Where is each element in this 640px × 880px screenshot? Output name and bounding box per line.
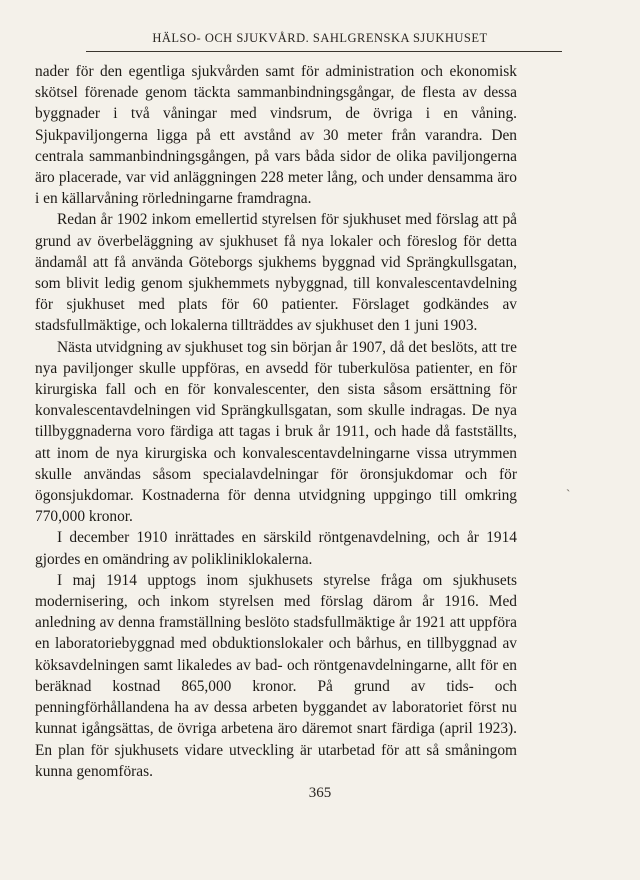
paragraph-1907-expansion: Nästa utvidgning av sjukhuset tog sin början år 1907, då det beslöts, att tre nya paviljonger skulle uppföras, en avsedd för tuberkulösa patienter, en för kirurgiska fall och en för konvalescenter, den sista såsom ersättning för konvalescentavdelningen vid Sprängkullsgatan, som skulle indragas. De nya tillbyggnaderna voro färdiga att tagas i bruk år 1911, och hade då fastställts, att inom de nya kirurgiska och konvalescentavdelningarne vissa utrymmen skulle användas såsom specialavdelningar för öronsjukdomar och för ögonsjukdomar. Kostnaderna för denna utvidgning uppgingo till omkring 770,000 kronor.: [35, 338, 517, 526]
paragraph-1910-xray: I december 1910 inrättades en särskild röntgenavdelning, och år 1914 gjordes en omändring av polikliniklokalerna.: [35, 529, 517, 568]
paragraph-1914-modernisation: I maj 1914 upptogs inom sjukhusets styrelse fråga om sjukhusets modernisering, och inkom styrelsen med förslag därom år 1916. Med anledning av denna framställning beslöto stadsfullmäktige år 1921 att uppföra en laboratoriebyggnad med obduktionslokaler och bårhus, en tillbyggnad av köksavdelningen samt likaledes av bad- och röntgenavdelningarne, allt för en beräknad kostnad 865,000 kronor. På grund av tids- och penningförhållandena ha av dessa arbeten byggandet av laboratoriet först nu kunnat igångsättas, de övriga arbetena äro däremot snart färdiga (april 1923). En plan för sjukhusets vidare utveckling är utarbetad för att så småningom kunna genomföras.: [35, 571, 517, 780]
header-rule: [86, 51, 562, 52]
running-header: HÄLSO- OCH SJUKVÅRD. SAHLGRENSKA SJUKHUSET: [152, 31, 488, 45]
paragraph-continuation: nader för den egentliga sjukvården samt för administration och ekonomisk skötsel förenade genom täckta sammanbindningsgångar, de flesta av dessa byggnader i två våningar med vindsrum, de övriga i en våning. Sjukpaviljongerna ligga på ett avstånd av 30 meter från varandra. Den centrala sammanbindningsgången, på vars båda sidor de olika paviljongerna äro placerade, var vid anläggningen 228 meter lång, och under densamma äro i en källarvåning rörledningarne framdragna.: [35, 63, 517, 208]
margin-mark: ˏ: [566, 477, 571, 492]
paragraph-1902-proposal: Redan år 1902 inkom emellertid styrelsen för sjukhuset med förslag att på grund av överbeläggning av sjukhuset få nya lokaler och föreslog för detta ändamål att få använda Göteborgs sjukhems byggnad vid Sprängkullsgatan, som blivit ledig genom sjukhemmets nybyggnad, till konvalescentavdelning för sjukhuset med plats för 60 patienter. Förslaget godkändes av stadsfullmäktige, och lokalerna tillträddes av sjukhuset den 1 juni 1903.: [35, 211, 517, 335]
body-text: [35, 61, 517, 782]
page-number: 365: [308, 785, 332, 801]
